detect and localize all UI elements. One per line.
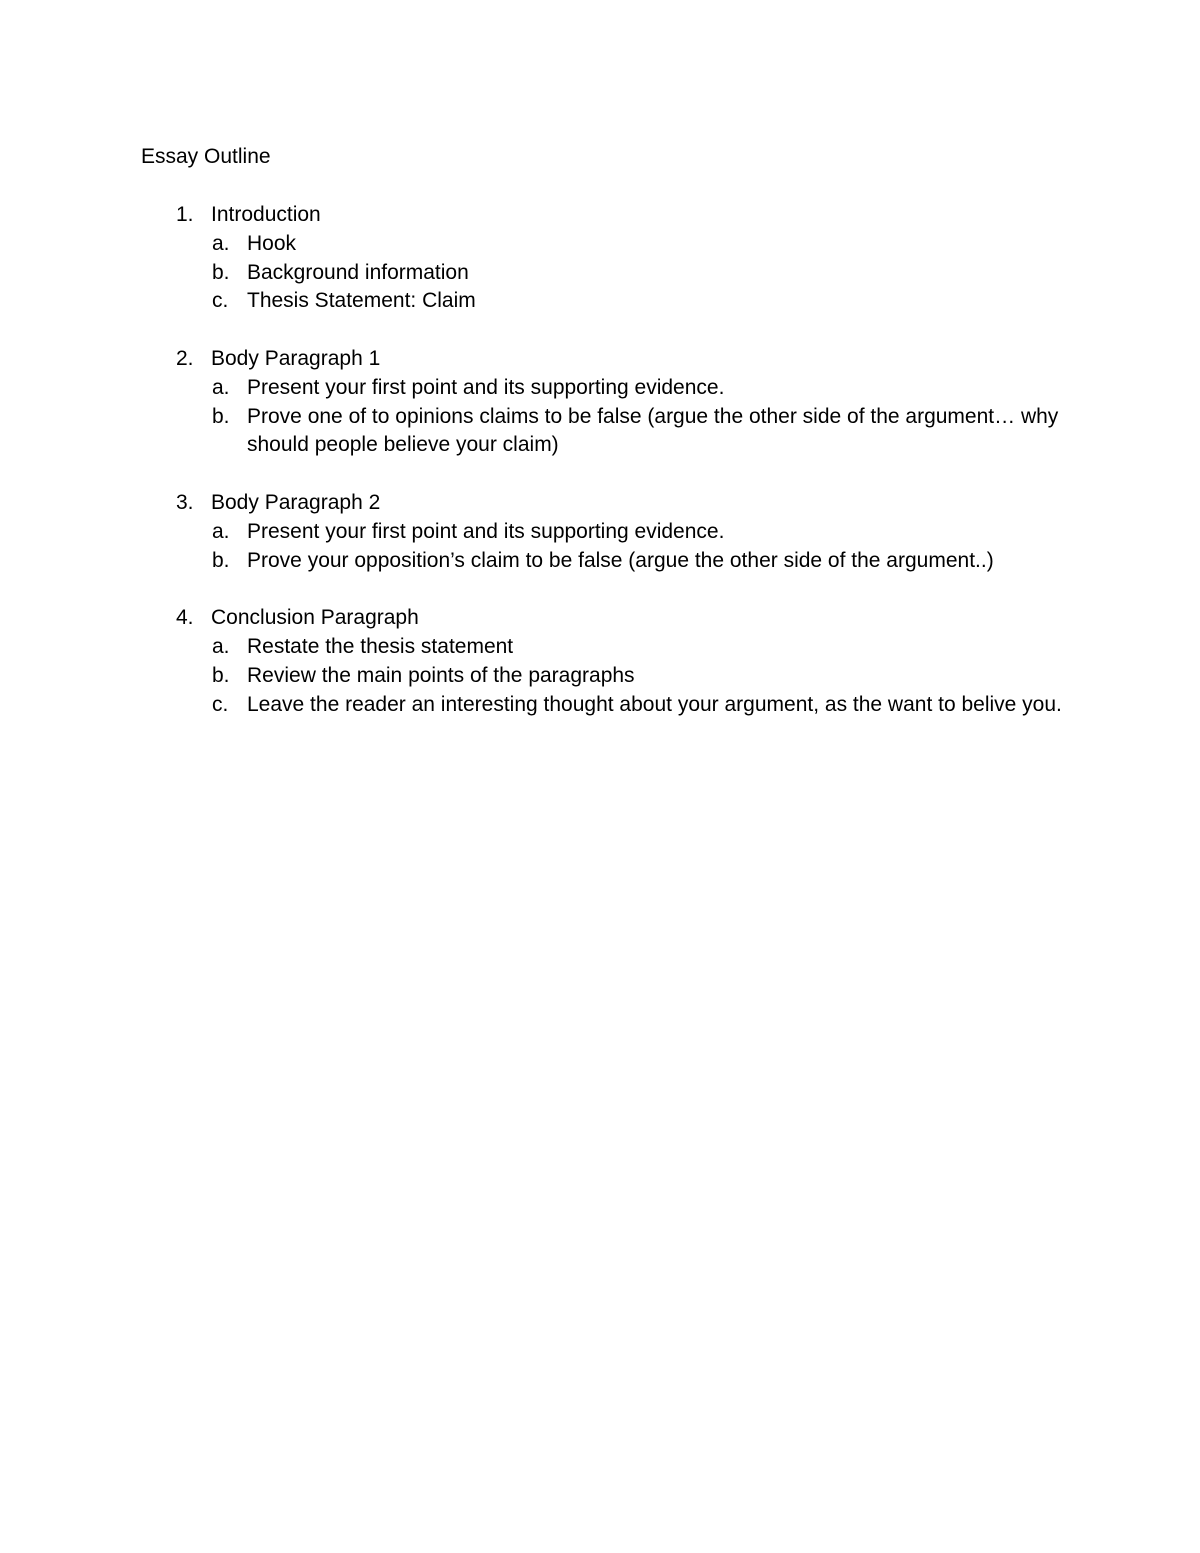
section-heading: Body Paragraph 1: [211, 346, 381, 370]
subitem-letter: a.: [212, 231, 230, 255]
document-title: Essay Outline: [141, 145, 271, 168]
section-heading: Conclusion Paragraph: [211, 606, 419, 630]
section-number: 1.: [176, 203, 194, 226]
subitem-text: Present your first point and its supporting evidence.: [247, 519, 725, 543]
section-number: 2.: [176, 346, 194, 370]
outline-subitem: [0, 259, 1200, 288]
outline-subitem: [0, 518, 1200, 547]
section-heading: Introduction: [211, 203, 321, 226]
outline-section: [0, 345, 1200, 460]
subitem-letter: b.: [212, 404, 230, 428]
outline-subitem: [0, 633, 1200, 662]
section-heading-line: [0, 604, 1200, 633]
subitem-letter: c.: [212, 289, 229, 313]
outline-subitem: [0, 547, 1200, 576]
outline-subitem: [0, 691, 1200, 720]
subitem-text: Hook: [247, 231, 297, 255]
subitem-text: Prove your opposition’s claim to be false (argue the other side of the argument..): [247, 548, 994, 572]
outline-subitem: [0, 403, 1200, 461]
subitem-letter: c.: [212, 692, 229, 716]
outline-list: [0, 201, 1200, 748]
subitem-letter: a.: [212, 519, 230, 543]
outline-subitem: [0, 230, 1200, 259]
subitem-letter: a.: [212, 634, 230, 658]
section-number: 4.: [176, 606, 194, 630]
section-heading-line: [0, 489, 1200, 518]
outline-subitem: [0, 662, 1200, 691]
subitem-letter: b.: [212, 663, 230, 687]
section-heading-line: [0, 345, 1200, 374]
outline-section: [0, 489, 1200, 575]
outline-subitem: [0, 374, 1200, 403]
outline-subitem: [0, 287, 1200, 316]
subitem-text: Review the main points of the paragraphs: [247, 663, 635, 687]
subitem-text: Background information: [247, 260, 469, 284]
subitem-text: Thesis Statement: Claim: [247, 289, 476, 313]
subitem-text: Prove one of to opinions claims to be false (argue the other side of the argument… why should people believe your claim): [247, 404, 1059, 457]
subitem-letter: a.: [212, 375, 230, 399]
subitem-text: Present your first point and its supporting evidence.: [247, 375, 725, 399]
section-heading: Body Paragraph 2: [211, 490, 381, 514]
subitem-letter: b.: [212, 548, 230, 572]
subitem-text: Leave the reader an interesting thought about your argument, as the want to belive you.: [247, 692, 1062, 716]
section-heading-line: [0, 201, 1200, 230]
section-number: 3.: [176, 490, 194, 514]
subitem-letter: b.: [212, 260, 230, 284]
subitem-text: Restate the thesis statement: [247, 634, 514, 658]
outline-section: [0, 604, 1200, 719]
outline-section: [0, 201, 1200, 316]
